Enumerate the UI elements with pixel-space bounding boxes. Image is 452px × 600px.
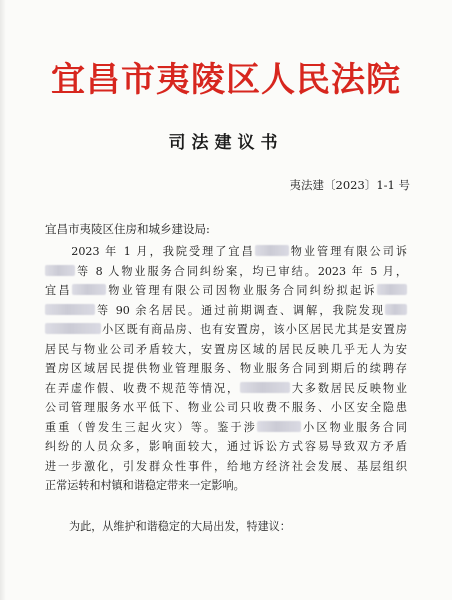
text-segment: 宜昌 — [45, 284, 72, 297]
text-segment: 公司管理服务水平低下、物业公司只收费不服务、小区安全隐患 — [45, 401, 407, 414]
redaction-block — [72, 284, 106, 295]
body-line — [45, 359, 407, 379]
redaction-block — [377, 284, 407, 295]
text-segment: 物业管理有限公司诉 — [288, 245, 407, 258]
body-line — [45, 476, 407, 496]
body-line — [45, 457, 407, 477]
body-paragraph — [45, 242, 407, 496]
body-line — [45, 418, 407, 438]
redaction-block — [45, 265, 75, 276]
redaction-block — [257, 421, 301, 432]
text-segment: 置房区域居民提供物业管理服务、物业服务合同到期后的续聘存 — [45, 362, 407, 375]
redaction-block — [385, 304, 407, 315]
text-segment: 大多数居民反映物业 — [289, 381, 407, 395]
text-segment: 等 8 人物业服务合同纠纷案，均已审结。2023 年 5 月， — [75, 264, 407, 278]
body-line — [45, 320, 407, 340]
text-segment: 2023 年 1 月，我院受理了宜昌 — [45, 245, 255, 258]
body-line — [45, 398, 407, 418]
redaction-block — [45, 304, 95, 315]
body-line — [45, 262, 407, 282]
document-title: 司法建议书 — [168, 133, 284, 153]
body-line — [45, 242, 407, 262]
redaction-block — [255, 245, 289, 256]
text-segment: 等 90 余名居民。通过前期调查、调解，我院发现 — [95, 303, 385, 317]
closing-line: 为此，从维护和谐稳定的大局出发，特建议： — [69, 520, 291, 533]
text-segment: 小区物业服务合同 — [300, 420, 407, 434]
text-segment: 居民与物业公司矛盾较大，安置房区域的居民反映几乎无人为安 — [45, 342, 407, 356]
text-segment: 在弄虚作假、收费不规范等情况， — [45, 381, 240, 395]
body-line — [45, 281, 407, 301]
court-name-header: 宜昌市夷陵区人民法院 — [51, 60, 401, 100]
text-segment: 重重（曾发生三起火灾）等。鉴于涉 — [45, 420, 257, 434]
body-line — [45, 379, 407, 399]
text-segment: 纠纷的人员众多，影响面较大，通过诉讼方式容易导致双方矛盾 — [45, 440, 407, 453]
text-segment: 进一步激化，引发群众性事件，给地方经济社会发展、基层组织 — [45, 459, 407, 473]
text-segment: 物业管理有限公司因物业服务合同纠纷拟起诉 — [105, 284, 377, 297]
text-segment: 小区既有商品房、也有安置房，该小区居民尤其是安置房 — [101, 323, 407, 336]
body-line — [45, 340, 407, 360]
redaction-block — [45, 323, 101, 334]
text-segment: 正常运转和村镇和谐稳定带来一定影响。 — [45, 479, 245, 492]
body-line — [45, 437, 407, 457]
addressee-line: 宜昌市夷陵区住房和城乡建设局: — [45, 222, 210, 236]
body-line — [45, 301, 407, 321]
redaction-block — [240, 382, 290, 393]
document-number: 夷法建〔2023〕1-1 号 — [289, 178, 410, 192]
